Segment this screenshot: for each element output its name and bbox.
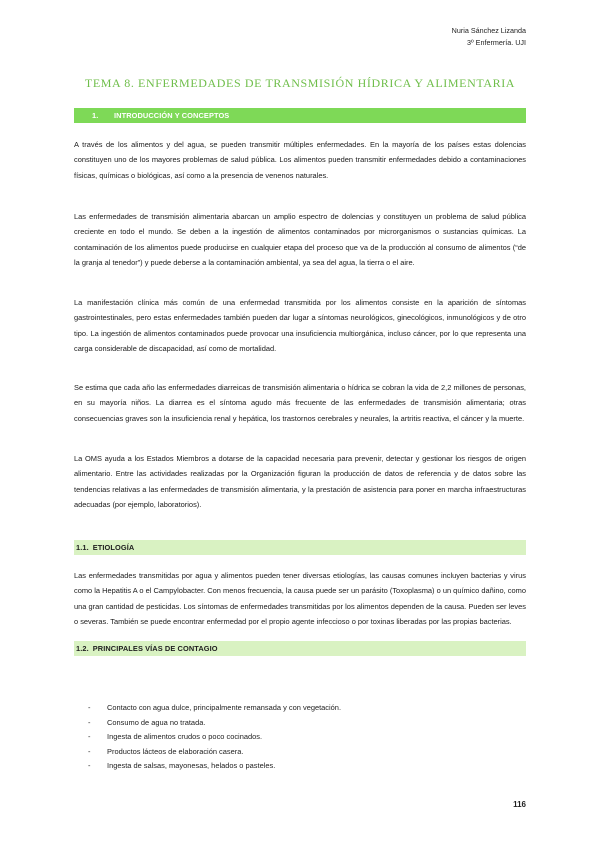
- subsection-label: ETIOLOGÍA: [92, 543, 135, 552]
- course-info: 3º Enfermería. UJI: [467, 38, 526, 47]
- section-heading-introduccion: [74, 108, 526, 123]
- page-title: TEMA 8. ENFERMEDADES DE TRANSMISIÓN HÍDRICA Y ALIMENTARIA: [84, 76, 516, 90]
- list-item-text: Contacto con agua dulce, principalmente remansada y con vegetación.: [107, 703, 342, 712]
- list-item-text: Ingesta de alimentos crudos o poco cocinados.: [107, 732, 263, 742]
- etiologia-paragraph: Las enfermedades transmitidas por agua y alimentos pueden tener diversas etiologías, las causas comunes incluyen bacterias y virus como la Hepatitis A o el Campylobacter. Con menos frecuencia, la causa puede ser un parásito (Toxoplasma) o un químico dañino, como una gran cantidad de pesticidas. Los síntomas de enfermedades transmitidas por los alimentos dependen de la causa. Pueden ser leves o severas. También se puede encontrar enfermedad por el propio agente infeccioso o por toxinas liberadas por las propias bacterias.: [74, 571, 526, 627]
- paragraph-2: Las enfermedades de transmisión alimentaria abarcan un amplio espectro de dolencias y constituyen un problema de salud pública creciente en todo el mundo. Se deben a la ingestión de alimentos contaminados por microrganismos o sustancias químicas. La contaminación de los alimentos puede producirse en cualquier etapa del proceso que va de la producción al consumo de alimentos (“de la granja al tenedor”) y puede deberse a la contaminación ambiental, ya sea del agua, la tierra o el aire.: [74, 212, 526, 268]
- paragraph-5: La OMS ayuda a los Estados Miembros a dotarse de la capacidad necesaria para prevenir, detectar y gestionar los riesgos de origen alimentario. Entre las actividades realizadas por la Organización figuran la producción de datos de referencia y de datos sobre las tendencias relativas a las enfermedades de transmisión alimentaria, y la prestación de asistencia para poner en marcha infraestructuras adecuadas (por ejemplo, laboratorios).: [74, 454, 526, 510]
- list-item: [88, 730, 508, 745]
- bullet-dash: -: [88, 732, 91, 742]
- list-item-text: Consumo de agua no tratada.: [107, 717, 206, 727]
- list-item: [88, 745, 508, 760]
- list-item: [88, 716, 508, 731]
- subsection-heading-vias-contagio: [74, 641, 526, 656]
- list-item-text: Ingesta de salsas, mayonesas, helados o pasteles.: [107, 761, 276, 771]
- header-meta: [452, 25, 526, 49]
- subsection-heading-etiologia: [74, 540, 526, 555]
- paragraph-1: A través de los alimentos y del agua, se pueden transmitir múltiples enfermedades. En la mayoría de los países estas dolencias constituyen uno de los mayores problemas de salud pública. Los alimentos pueden transmitir enfermedades debido a contaminaciones físicas, químicas o biológicas, así como a la presencia de venenos naturales.: [74, 140, 526, 180]
- bullet-dash: -: [88, 746, 91, 756]
- subsection-number: 1.1.: [76, 543, 89, 552]
- list-item: [88, 759, 508, 774]
- paragraph-4: Se estima que cada año las enfermedades diarreicas de transmisión alimentaria o hídrica se cobran la vida de 2,2 millones de personas, en su mayoría niños. La diarrea es el síntoma agudo más frecuente de las enfermedades de transmisión alimentaria; otras consecuencias graves son la insuficiencia renal y hepática, los trastornos cerebrales y neurales, la artritis reactiva, el cáncer y la muerte.: [74, 383, 526, 423]
- list-item: [88, 701, 508, 716]
- vias-contagio-list: [88, 701, 508, 774]
- author-name: Nuria Sánchez Lizanda: [451, 26, 526, 35]
- bullet-dash: -: [88, 761, 91, 771]
- subsection-number: 1.2.: [76, 644, 89, 653]
- paragraph-3: La manifestación clínica más común de una enfermedad transmitida por los alimentos consiste en la aparición de síntomas gastrointestinales, pero estas enfermedades también pueden dar lugar a síntomas neurológicos, ginecológicos, inmunológicos y de otro tipo. La ingestión de alimentos contaminados puede provocar una insuficiencia multiorgánica, incluso cáncer, por lo que representa una carga considerable de discapacidad, así como de mortalidad.: [74, 298, 526, 354]
- list-item-text: Productos lácteos de elaboración casera.: [107, 746, 244, 756]
- page-number: 116: [513, 800, 526, 809]
- section-label: INTRODUCCIÓN Y CONCEPTOS: [114, 111, 230, 120]
- bullet-dash: -: [88, 717, 91, 727]
- section-number: 1.: [92, 111, 99, 120]
- subsection-label: PRINCIPALES VÍAS DE CONTAGIO: [92, 644, 218, 653]
- bullet-dash: -: [88, 703, 91, 712]
